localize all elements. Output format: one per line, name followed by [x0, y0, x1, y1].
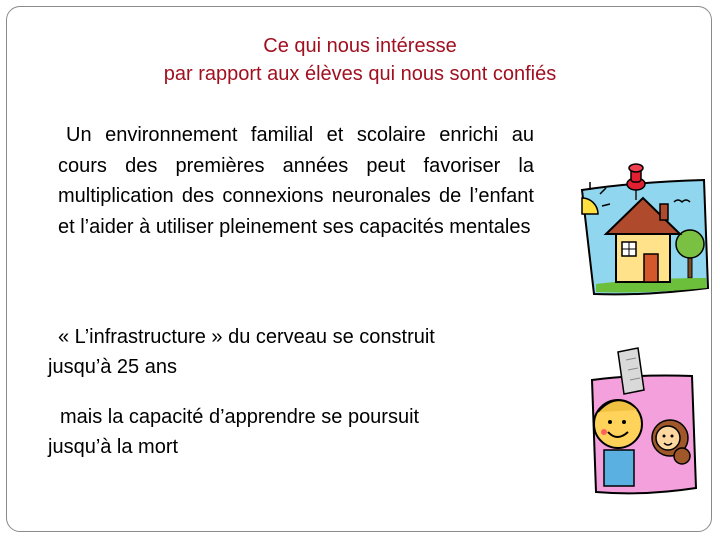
paragraph-infrastructure — [48, 322, 568, 382]
paragraph-learning — [48, 402, 568, 462]
paragraph-environment: Un environnement familial et scolaire enrichi au cours des premières années peut favoriser la multiplication des connexions neuronales de l’enfant et l’aider à utiliser pleinement ses capacités mentales — [58, 124, 534, 238]
paragraph-infrastructure-line-1: « L’infrastructure » du cerveau se construit — [58, 326, 435, 348]
paragraph-learning-line-2: jusqu’à la mort — [48, 436, 179, 458]
paragraph-learning-line-1: mais la capacité d’apprendre se poursuit — [60, 406, 420, 428]
house-clipart-image — [576, 160, 712, 298]
paragraph-infrastructure-line-2: jusqu’à 25 ans — [48, 356, 177, 378]
slide-title — [60, 32, 660, 88]
title-line-2: par rapport aux élèves qui nous sont confiés — [163, 63, 557, 85]
children-clipart-image — [588, 346, 700, 498]
title-line-1: Ce qui nous intéresse — [263, 35, 457, 57]
